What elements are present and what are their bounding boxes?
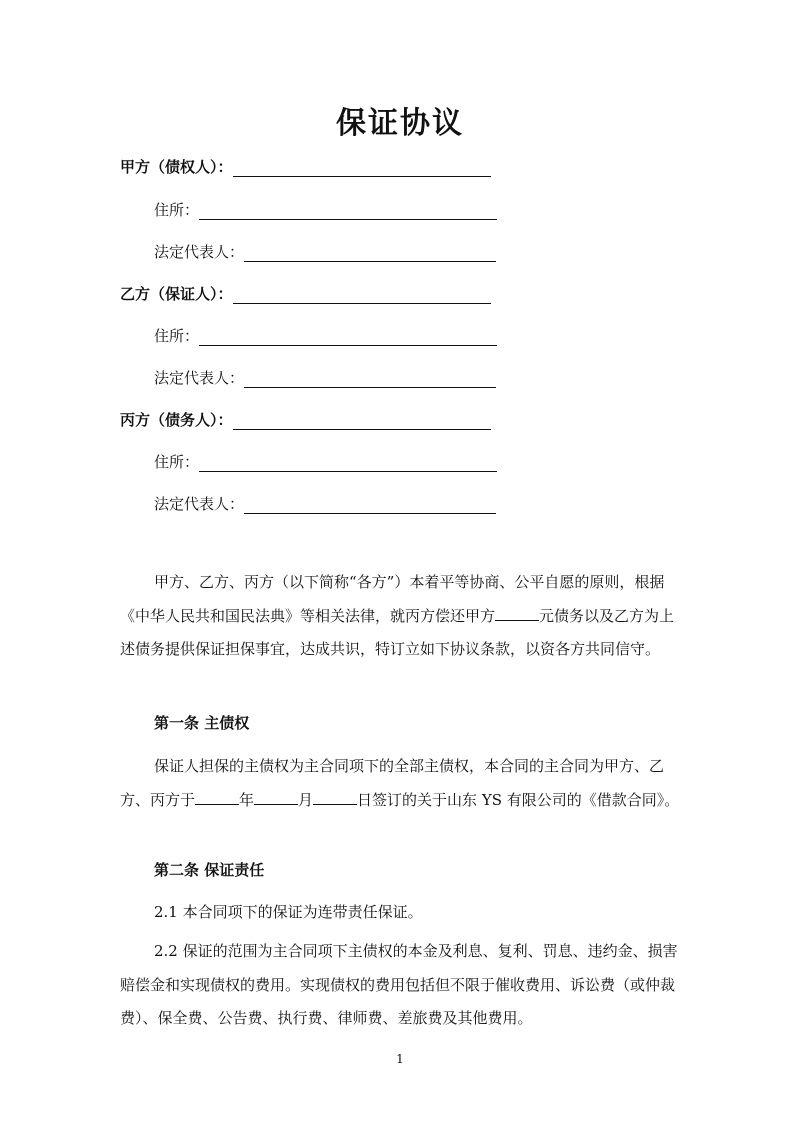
party-a-address-label: 住所：: [154, 201, 200, 219]
party-c-label: 丙方（债务人）：: [120, 411, 233, 429]
party-b-rep-line: [154, 366, 496, 388]
party-c-rep-line: [154, 492, 496, 514]
party-b-address-label: 住所：: [154, 327, 200, 345]
year-label: 年: [239, 790, 255, 809]
party-c-line: [120, 408, 491, 430]
party-a-label: 甲方（债权人）：: [120, 158, 233, 176]
party-b-label: 乙方（保证人）：: [120, 285, 233, 303]
sign-month-blank[interactable]: [254, 787, 298, 805]
party-a-address-line: [154, 198, 497, 220]
party-a-address-blank[interactable]: [199, 203, 497, 220]
party-a-rep-line: [154, 240, 496, 262]
party-b-address-line: [154, 324, 497, 346]
article-1-paragraph: [120, 750, 682, 817]
preamble-text-1: 甲方、乙方、丙方（以下简称“各方”）本着平等协商、公平自愿的原则，根据《中华人民共和国民法典》等相关法律，就丙方偿还甲方: [120, 573, 665, 625]
party-c-rep-label: 法定代表人：: [154, 495, 245, 513]
party-a-blank[interactable]: [233, 160, 491, 177]
party-b-rep-blank[interactable]: [244, 371, 496, 388]
party-b-rep-label: 法定代表人：: [154, 369, 245, 387]
party-c-blank[interactable]: [233, 413, 491, 430]
month-label: 月: [298, 790, 314, 809]
document-title: 保证协议: [336, 106, 464, 141]
party-a-rep-label: 法定代表人：: [154, 243, 245, 261]
debt-amount-blank[interactable]: [495, 603, 539, 621]
sign-year-blank[interactable]: [195, 787, 239, 805]
clause-2-2: 2.2 保证的范围为主合同项下主债权的本金及利息、复利、罚息、违约金、损害赔偿金和实现债权的费用。实现债权的费用包括但不限于催收费用、诉讼费（或仲裁费）、保全费、公告费、执行费、律师费、差旅费及其他费用。: [120, 942, 678, 1027]
party-a-rep-blank[interactable]: [244, 245, 496, 262]
party-c-address-label: 住所：: [154, 453, 200, 471]
party-c-address-blank[interactable]: [199, 455, 497, 472]
party-c-address-line: [154, 450, 497, 472]
article-2-heading: 第二条 保证责任: [154, 861, 265, 879]
party-b-address-blank[interactable]: [199, 329, 497, 346]
party-c-rep-blank[interactable]: [244, 497, 496, 514]
party-a-line: [120, 155, 491, 177]
preamble-text-2: 元债务以及乙方为上述债务提供保证担保事宜，达成共识，特订立如下协议条款，以资各方共同信守。: [120, 606, 675, 658]
preamble-paragraph: [120, 566, 682, 667]
clause-2-1: 2.1 本合同项下的保证为连带责任保证。: [154, 903, 423, 921]
party-b-blank[interactable]: [233, 287, 491, 304]
article-1-text-a: 保证人担保的主债权为主合同项下的全部主债权，本合同的主合同为甲方、乙方、丙方于: [120, 757, 665, 809]
article-1-heading: 第一条 主债权: [154, 714, 250, 732]
page-number: 1: [396, 1052, 404, 1066]
sign-day-blank[interactable]: [313, 787, 357, 805]
party-b-line: [120, 282, 491, 304]
article-1-text-b: 日签订的关于山东 YS 有限公司的《借款合同》。: [357, 790, 680, 809]
